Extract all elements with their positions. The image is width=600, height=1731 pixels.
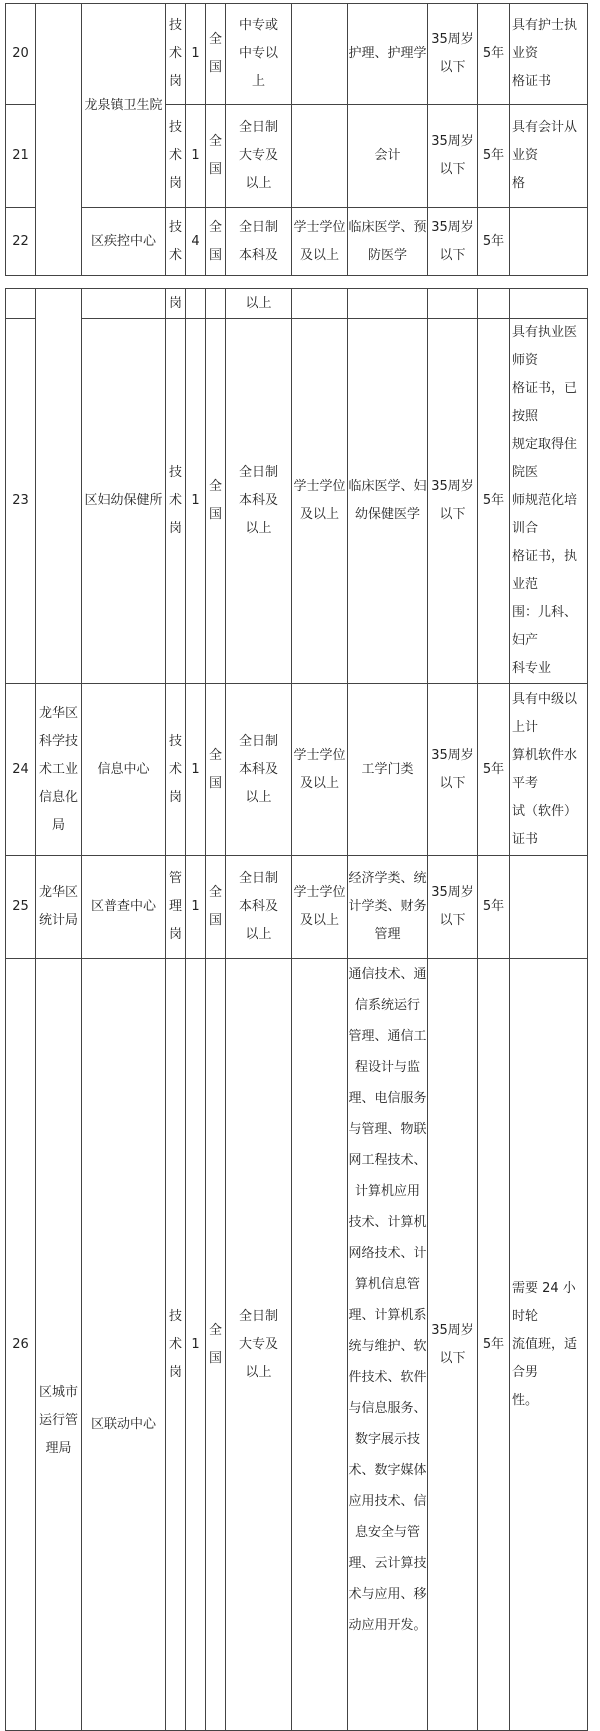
cell-education: 全日制 本科及 以上	[226, 319, 292, 684]
cell-service: 5年	[478, 684, 510, 856]
cell-education: 全日制 本科及 以上	[226, 684, 292, 856]
cell-count: 1	[186, 105, 206, 208]
cell-no: 21	[6, 105, 36, 208]
cell-service: 5年	[478, 959, 510, 1731]
cell-count: 1	[186, 959, 206, 1731]
cell-major: 护理、护理学	[348, 4, 428, 105]
cell-age: 35周岁 以下	[428, 684, 478, 856]
cell-scope: 全 国	[206, 208, 226, 276]
cell-age: 35周岁 以下	[428, 319, 478, 684]
cell-dept	[36, 4, 82, 276]
cell-age: 35周岁 以下	[428, 208, 478, 276]
cell-age	[428, 289, 478, 319]
cell-degree: 学士学位 及以上	[292, 856, 348, 959]
cell-unit: 区疾控中心	[82, 208, 166, 276]
cell-count: 1	[186, 4, 206, 105]
cell-major: 经济学类、统 计学类、财务 管理	[348, 856, 428, 959]
cell-degree: 学士学位 及以上	[292, 208, 348, 276]
cell-other	[510, 289, 588, 319]
cell-no: 26	[6, 959, 36, 1731]
cell-other	[510, 208, 588, 276]
cell-no: 23	[6, 319, 36, 684]
table-row	[6, 208, 588, 276]
cell-post-type: 管 理 岗	[166, 856, 186, 959]
cell-scope: 全 国	[206, 319, 226, 684]
cell-scope: 全 国	[206, 105, 226, 208]
cell-major: 会计	[348, 105, 428, 208]
cell-no: 22	[6, 208, 36, 276]
cell-age: 35周岁 以下	[428, 856, 478, 959]
cell-education: 以上	[226, 289, 292, 319]
table-row	[6, 959, 588, 1731]
cell-service: 5年	[478, 105, 510, 208]
cell-degree	[292, 959, 348, 1731]
cell-scope	[206, 289, 226, 319]
cell-unit: 区妇幼保健所	[82, 319, 166, 684]
recruitment-table-top	[5, 3, 588, 276]
cell-degree: 学士学位 及以上	[292, 684, 348, 856]
table-row-continuation	[6, 289, 588, 319]
table-row	[6, 4, 588, 105]
cell-major: 临床医学、预 防医学	[348, 208, 428, 276]
cell-degree	[292, 105, 348, 208]
cell-service: 5年	[478, 319, 510, 684]
cell-education: 全日制 大专及 以上	[226, 105, 292, 208]
cell-no: 25	[6, 856, 36, 959]
cell-dept: 龙华区 统计局	[36, 856, 82, 959]
cell-service: 5年	[478, 4, 510, 105]
table-row	[6, 856, 588, 959]
cell-service: 5年	[478, 856, 510, 959]
cell-degree: 学士学位 及以上	[292, 319, 348, 684]
cell-count: 1	[186, 319, 206, 684]
cell-post-type: 技 术 岗	[166, 959, 186, 1731]
cell-major: 通信技术、通 信系统运行 管理、通信工 程设计与监 理、电信服务 与管理、物联 网工程技术、 计算机应用 技术、计算机 网络技术、计 算机信息管 理、计算机系 统与维护、软 件技术、软件 与信息服务、 数字展示技 术、数字媒体 应用技术、信 息安全与管 理、云计算技 术与应用、移 动应用开发。	[348, 959, 428, 1731]
cell-post-type: 技 术 岗	[166, 319, 186, 684]
cell-post-type: 岗	[166, 289, 186, 319]
cell-major: 临床医学、妇 幼保健医学	[348, 319, 428, 684]
cell-age: 35周岁 以下	[428, 4, 478, 105]
cell-count: 1	[186, 684, 206, 856]
cell-count: 4	[186, 208, 206, 276]
cell-scope: 全 国	[206, 4, 226, 105]
recruitment-table-bottom	[5, 288, 588, 1731]
cell-post-type: 技 术	[166, 208, 186, 276]
cell-other: 需要 24 小时轮 流值班，适合男 性。	[510, 959, 588, 1731]
cell-education: 全日制 本科及 以上	[226, 856, 292, 959]
cell-post-type: 技 术 岗	[166, 105, 186, 208]
cell-scope: 全 国	[206, 684, 226, 856]
cell-no: 24	[6, 684, 36, 856]
cell-post-type: 技 术 岗	[166, 684, 186, 856]
cell-count: 1	[186, 856, 206, 959]
cell-scope: 全 国	[206, 959, 226, 1731]
cell-degree	[292, 4, 348, 105]
cell-dept: 区城市 运行管 理局	[36, 959, 82, 1731]
cell-degree	[292, 289, 348, 319]
cell-post-type: 技 术 岗	[166, 4, 186, 105]
cell-other	[510, 856, 588, 959]
cell-service	[478, 289, 510, 319]
cell-dept	[36, 289, 82, 684]
cell-no: 20	[6, 4, 36, 105]
cell-education: 全日制 本科及	[226, 208, 292, 276]
cell-scope: 全 国	[206, 856, 226, 959]
cell-other: 具有中级以上计 算机软件水平考 试（软件）证书	[510, 684, 588, 856]
cell-unit: 龙泉镇卫生院	[82, 4, 166, 208]
cell-other: 具有会计从业资 格	[510, 105, 588, 208]
cell-major	[348, 289, 428, 319]
cell-service: 5年	[478, 208, 510, 276]
cell-education: 全日制 大专及 以上	[226, 959, 292, 1731]
table-row	[6, 319, 588, 684]
cell-no	[6, 289, 36, 319]
cell-major: 工学门类	[348, 684, 428, 856]
cell-unit	[82, 289, 166, 319]
cell-unit: 区联动中心	[82, 959, 166, 1731]
cell-education: 中专或 中专以 上	[226, 4, 292, 105]
cell-count	[186, 289, 206, 319]
cell-dept: 龙华区 科学技 术工业 信息化 局	[36, 684, 82, 856]
cell-other: 具有执业医师资 格证书，已按照 规定取得住院医 师规范化培训合 格证书，执业范 围：儿科、妇产 科专业	[510, 319, 588, 684]
cell-other: 具有护士执业资 格证书	[510, 4, 588, 105]
cell-unit: 信息中心	[82, 684, 166, 856]
cell-unit: 区普查中心	[82, 856, 166, 959]
table-row	[6, 684, 588, 856]
cell-age: 35周岁 以下	[428, 959, 478, 1731]
cell-age: 35周岁 以下	[428, 105, 478, 208]
